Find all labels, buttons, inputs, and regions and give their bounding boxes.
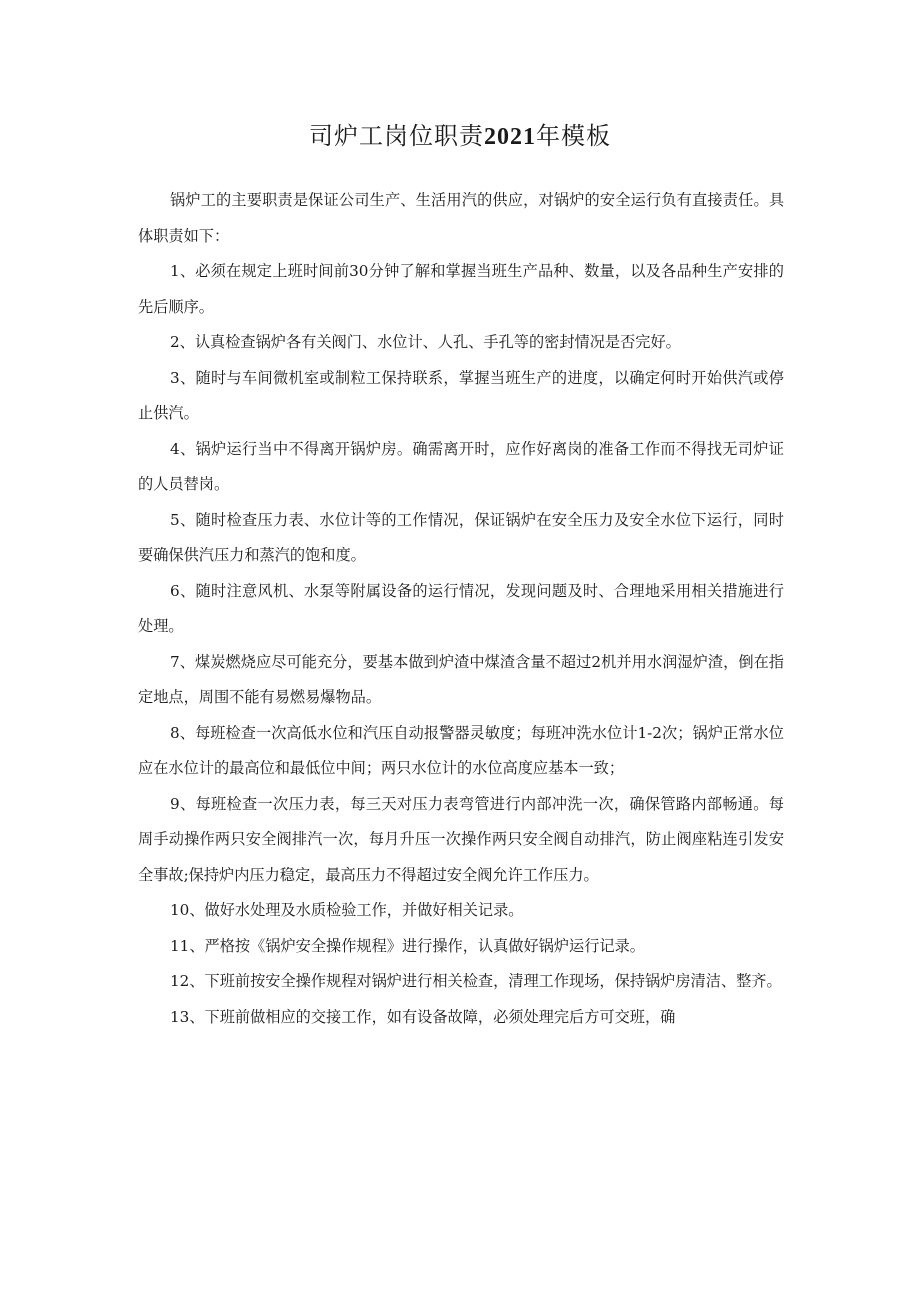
duty-item-11: 11、严格按《锅炉安全操作规程》进行操作，认真做好锅炉运行记录。 bbox=[170, 936, 645, 955]
duty-item-2: 2、认真检查锅炉各有关阀门、水位计、人孔、手孔等的密封情况是否完好。 bbox=[170, 333, 681, 351]
duty-item-1: 1、必须在规定上班时间前30分钟了解和掌握当班生产品种、数量，以及各品种生产安排的先后顺序。 bbox=[138, 262, 784, 316]
duty-item-9: 9、每班检查一次压力表，每三天对压力表弯管进行内部冲洗一次，确保管路内部畅通。每周手动操作两只安全阀排汽一次，每月升压一次操作两只安全阀自动排汽，防止阀座粘连引发安全事故;保持炉内压力稳定，最高压力不得超过安全阀允许工作压力。 bbox=[138, 794, 784, 884]
duty-item-8: 8、每班检查一次高低水位和汽压自动报警器灵敏度；每班冲洗水位计1-2次；锅炉正常水位应在水位计的最高位和最低位中间；两只水位计的水位高度应基本一致； bbox=[138, 723, 784, 777]
title-suffix: 年模板 bbox=[536, 122, 611, 150]
duty-item-13: 13、下班前做相应的交接工作，如有设备故障，必须处理完后方可交班，确 bbox=[170, 1007, 676, 1026]
duty-item-12: 12、下班前按安全操作规程对锅炉进行相关检查，清理工作现场，保持锅炉房清洁、整齐。 bbox=[170, 972, 782, 990]
duty-item-10: 10、做好水处理及水质检验工作，并做好相关记录。 bbox=[170, 901, 524, 919]
duty-item-4: 4、锅炉运行当中不得离开锅炉房。确需离开时，应作好离岗的准备工作而不得找无司炉证的人员替岗。 bbox=[138, 439, 784, 493]
page-title bbox=[0, 118, 920, 155]
title-prefix: 司炉工岗位职责 bbox=[309, 122, 484, 150]
duty-item-5: 5、随时检查压力表、水位计等的工作情况，保证锅炉在安全压力及安全水位下运行，同时要确保供汽压力和蒸汽的饱和度。 bbox=[138, 510, 784, 564]
title-year: 2021 bbox=[484, 124, 536, 150]
document-body bbox=[138, 183, 784, 1035]
duty-item-7: 7、煤炭燃烧应尽可能充分，要基本做到炉渣中煤渣含量不超过2机并用水润湿炉渣，倒在指定地点，周围不能有易燃易爆物品。 bbox=[138, 652, 784, 706]
intro-paragraph: 锅炉工的主要职责是保证公司生产、生活用汽的供应，对锅炉的安全运行负有直接责任。具体职责如下： bbox=[138, 191, 784, 245]
duty-item-6: 6、随时注意风机、水泵等附属设备的运行情况，发现问题及时、合理地采用相关措施进行处理。 bbox=[138, 581, 784, 635]
duty-item-3: 3、随时与车间微机室或制粒工保持联系，掌握当班生产的进度，以确定何时开始供汽或停止供汽。 bbox=[138, 368, 784, 422]
